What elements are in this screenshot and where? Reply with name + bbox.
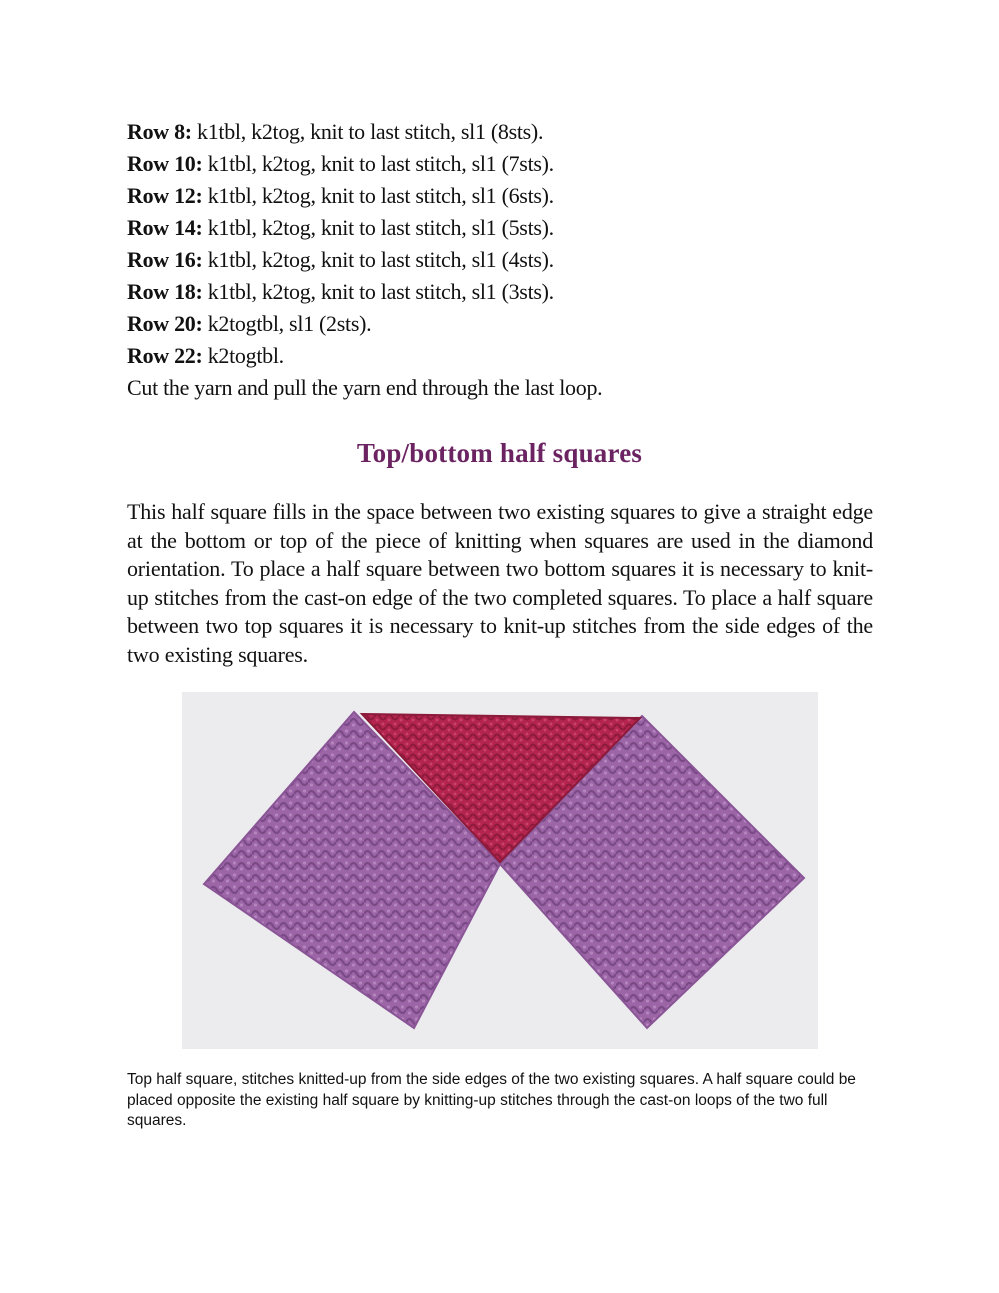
row-text: k2togtbl, sl1 (2sts). bbox=[202, 311, 372, 336]
row-20 bbox=[127, 308, 887, 340]
row-12 bbox=[127, 180, 887, 212]
row-label: Row 10: bbox=[127, 151, 203, 176]
row-10 bbox=[127, 148, 887, 180]
row-text: k1tbl, k2tog, knit to last stitch, sl1 (8sts). bbox=[191, 119, 544, 144]
row-label: Row 20: bbox=[127, 311, 203, 336]
row-label: Row 8: bbox=[127, 119, 192, 144]
row-text: k1tbl, k2tog, knit to last stitch, sl1 (4sts). bbox=[202, 247, 554, 272]
cut-instruction: Cut the yarn and pull the yarn end through the last loop. bbox=[127, 375, 603, 400]
row-8 bbox=[127, 116, 887, 148]
row-label: Row 16: bbox=[127, 247, 203, 272]
row-label: Row 18: bbox=[127, 279, 203, 304]
knitting-photo bbox=[182, 692, 818, 1049]
row-text: k1tbl, k2tog, knit to last stitch, sl1 (6sts). bbox=[202, 183, 554, 208]
instruction-rows bbox=[127, 116, 887, 404]
row-16 bbox=[127, 244, 887, 276]
row-18 bbox=[127, 276, 887, 308]
body-paragraph: This half square fills in the space between two existing squares to give a straight edge at the bottom or top of the piece of knitting when squares are used in the diamond orientation. To place a half square between two bottom squares it is necessary to knit-up stitches from the cast-on edge of the two completed squares. To place a half square between two top squares it is necessary to knit-up stitches from the side edges of the two existing squares. bbox=[127, 499, 873, 667]
row-text: k1tbl, k2tog, knit to last stitch, sl1 (5sts). bbox=[202, 215, 554, 240]
row-label: Row 14: bbox=[127, 215, 203, 240]
row-text: k1tbl, k2tog, knit to last stitch, sl1 (3sts). bbox=[202, 279, 554, 304]
row-label: Row 12: bbox=[127, 183, 203, 208]
row-14 bbox=[127, 212, 887, 244]
row-text: k1tbl, k2tog, knit to last stitch, sl1 (7sts). bbox=[202, 151, 554, 176]
row-22 bbox=[127, 340, 887, 372]
photo-caption: Top half square, stitches knitted-up from the side edges of the two existing squares. A half square could be placed opposite the existing half square by knitting-up stitches through the cast-on loops of the two full squares. bbox=[127, 1071, 856, 1129]
row-label: Row 22: bbox=[127, 343, 203, 368]
row-text: k2togtbl. bbox=[202, 343, 284, 368]
knitted-half-square-illustration bbox=[182, 692, 818, 1049]
section-heading: Top/bottom half squares bbox=[356, 438, 643, 468]
